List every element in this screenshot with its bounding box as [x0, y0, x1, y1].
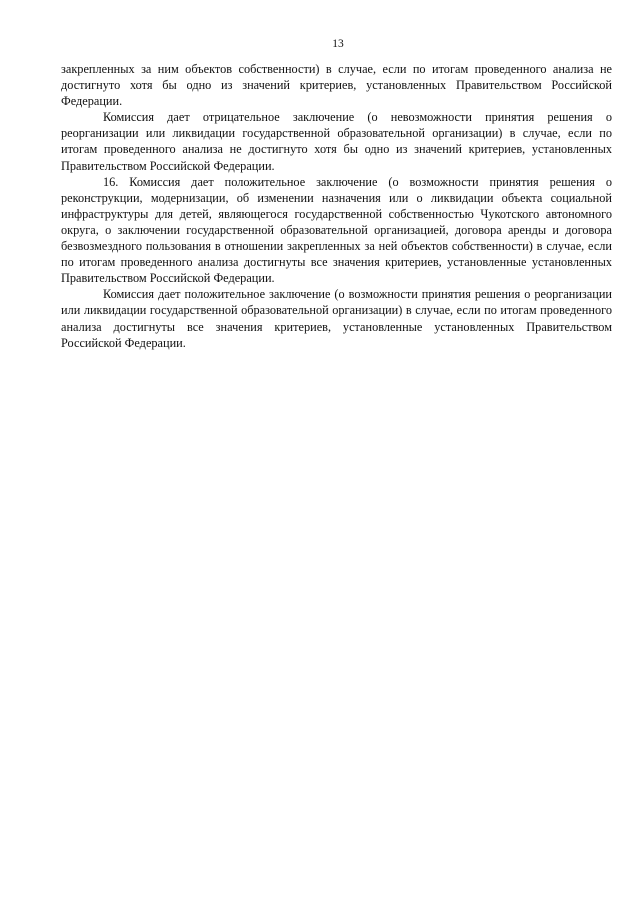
document-body — [61, 61, 612, 351]
paragraph-continuation: закрепленных за ним объектов собственности) в случае, если по итогам проведенного анализа не достигнуто хотя бы одно из значений критериев, установленных Правительством Российской Федерации. — [61, 62, 612, 109]
paragraph-negative-conclusion: Комиссия дает отрицательное заключение (о невозможности принятия решения о реорганизации или ликвидации государственной образовательной организации) в случае, если по итогам проведенного анализа не достигнуто хотя бы одно из значений критериев, установленных Правительством Российской Федерации. — [61, 110, 612, 173]
page-number: 13 — [332, 38, 344, 50]
paragraph-clause-16: 16. Комиссия дает положительное заключение (о возможности принятия решения о реконструкции, модернизации, об изменении назначения или о ликвидации объекта социальной инфраструктуры для детей, являющегося государственной собственностью Чукотского автономного округа, о заключении государственной образовательной организацией, договора аренды и договора безвозмездного пользования в отношении закрепленных за ней объектов собственности) в случае, если по итогам проведенного анализа достигнуты все значения критериев, установленные установленных Правительством Российской Федерации. — [61, 174, 612, 286]
paragraph-positive-conclusion: Комиссия дает положительное заключение (о возможности принятия решения о реорганизации или ликвидации государственной образовательной организации) в случае, если по итогам проведенного анализа достигнуты все значения критериев, установленные установленных Правительством Российской Федерации. — [61, 287, 612, 350]
